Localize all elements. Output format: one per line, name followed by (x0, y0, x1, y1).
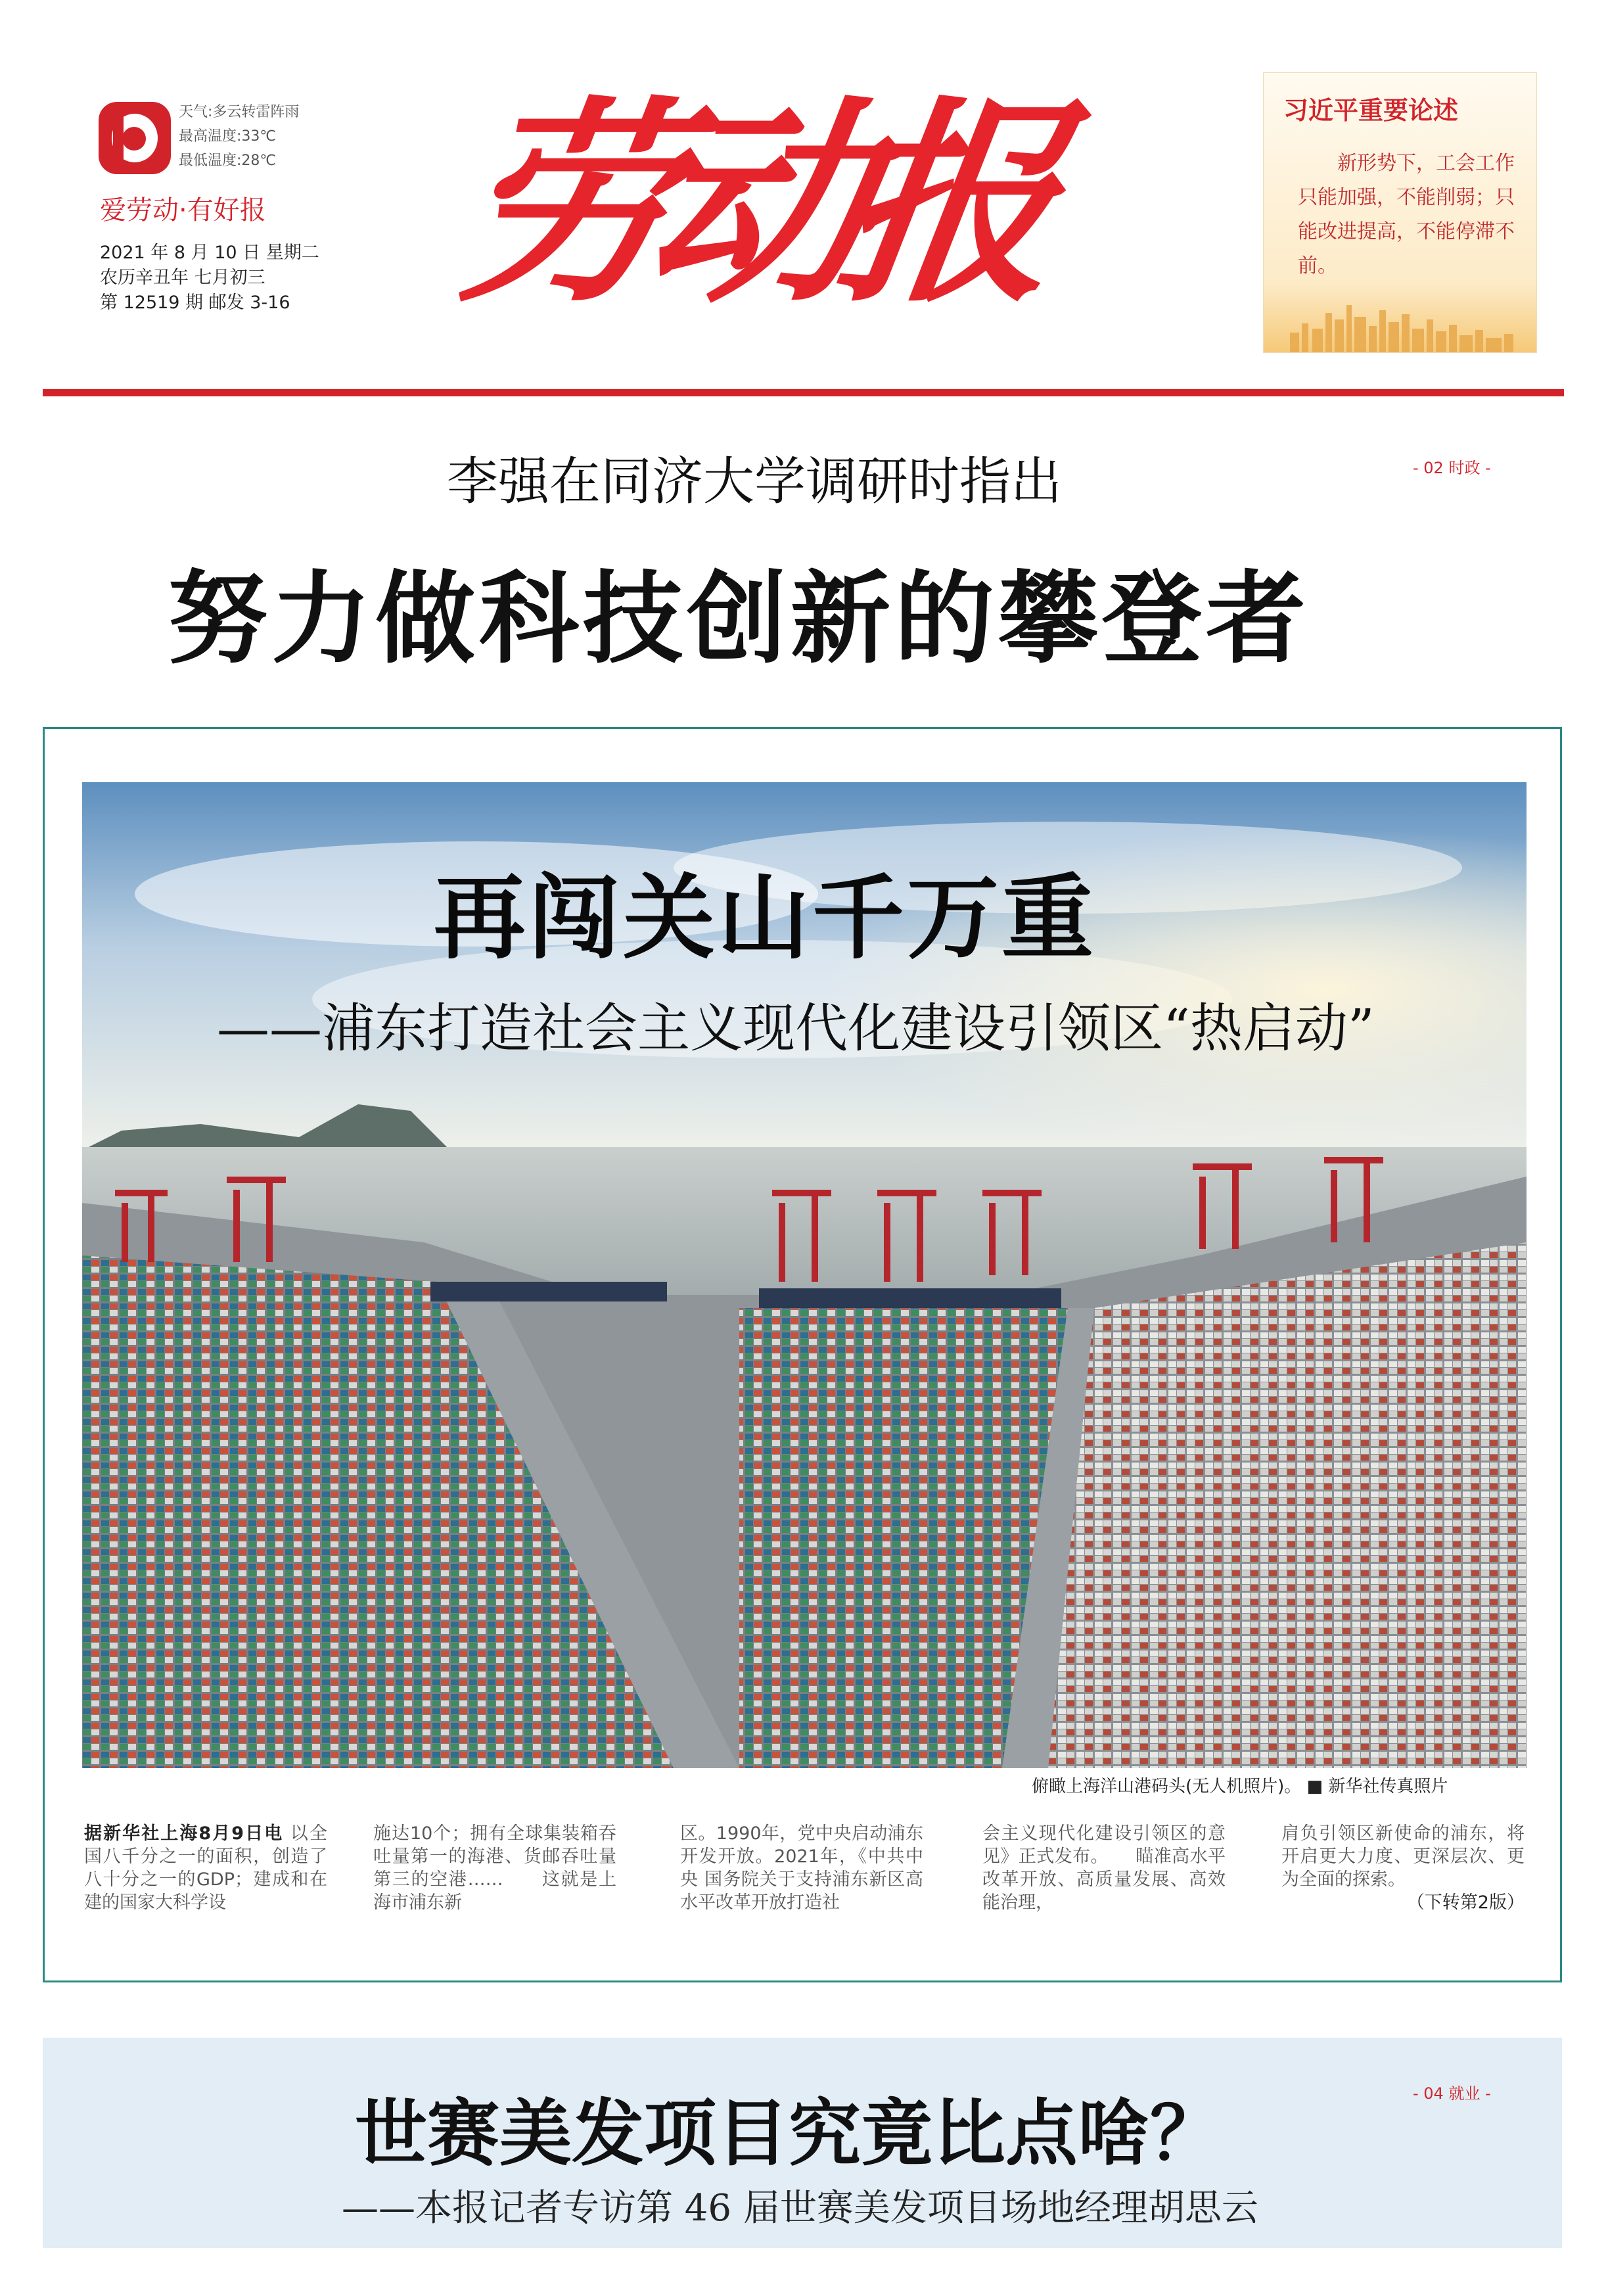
feature-column-3 (680, 1822, 923, 1914)
feature-title[interactable]: 再闯关山千万重 (434, 864, 1097, 972)
lead-story-headline[interactable]: 努力做科技创新的攀登者 (168, 561, 1310, 677)
bottom-story-headline[interactable]: 世赛美发项目究竟比点啥？ (355, 2091, 1222, 2176)
lead-story-subhead[interactable]: 李强在同济大学调研时指出 (447, 452, 1063, 511)
photo-caption: 俯瞰上海洋山港码头(无人机照片)。 ■ 新华社传真照片 (1032, 1777, 1448, 1796)
feature-subtitle[interactable]: ——浦东打造社会主义现代化建设引领区“热启动” (217, 998, 1375, 1059)
bottom-story-section-tag[interactable]: - 04 就业 - (1413, 2084, 1491, 2103)
bottom-story-subhead[interactable]: ——本报记者专访第 46 届世赛美发项目场地经理胡思云 (342, 2187, 1258, 2230)
issue-line: 第 12519 期 邮发 3-16 (100, 293, 290, 313)
slogan: 爱劳动·有好报 (100, 195, 266, 225)
masthead-divider (43, 389, 1564, 396)
logo-badge-icon (99, 102, 171, 174)
feature-column-2 (373, 1822, 616, 1914)
quote-box-text: 新形势下，工会工作只能加强，不能削弱；只能改进提高，不能停滞不前。 (1298, 152, 1515, 277)
feature-column-4-text: 会主义现代化建设引领区的意见》正式发布。 瞄准高水平改革开放、高质量发展、高效能治理， (982, 1823, 1226, 1913)
date-line: 2021 年 8 月 10 日 星期二 (100, 243, 319, 263)
feature-column-4 (982, 1822, 1226, 1914)
quote-box-title: 习近平重要论述 (1283, 96, 1459, 125)
quote-box[interactable] (1263, 72, 1537, 353)
feature-column-3-text: 区。1990年，党中央启动浦东开发开放。2021年，《中共中央 国务院关于支持浦东新区高水平改革开放打造社 (680, 1823, 923, 1913)
weather-high: 最高温度:33℃ (179, 128, 277, 145)
weather-panel (179, 100, 299, 173)
lead-story-section-tag[interactable]: - 02 时政 - (1413, 459, 1491, 477)
continued-link[interactable]: （下转第2版） (1406, 1892, 1525, 1913)
feature-column-1-text: 以全国八千分之一的面积，创造了八十分之一的GDP；建成和在建的国家大科学设 (84, 1823, 327, 1913)
weather-condition: 天气:多云转雷阵雨 (179, 104, 300, 120)
feature-column-1 (84, 1822, 327, 1914)
dateline-lead: 据新华社上海8月9日电 (84, 1823, 284, 1844)
newspaper-logo-title: 劳动报 (443, 76, 1051, 331)
lunar-date-line: 农历辛丑年 七月初三 (100, 268, 265, 288)
feature-column-5 (1281, 1822, 1525, 1914)
feature-column-2-text: 施达10个；拥有全球集装箱吞吐量第一的海港、货邮吞吐量第三的空港…… 这就是上海市浦东新 (373, 1823, 616, 1913)
skyline-icon (1283, 300, 1520, 352)
feature-column-5-text: 肩负引领区新使命的浦东，将开启更大力度、更深层次、更为全面的探索。 (1281, 1823, 1525, 1890)
weather-low: 最低温度:28℃ (179, 152, 277, 169)
